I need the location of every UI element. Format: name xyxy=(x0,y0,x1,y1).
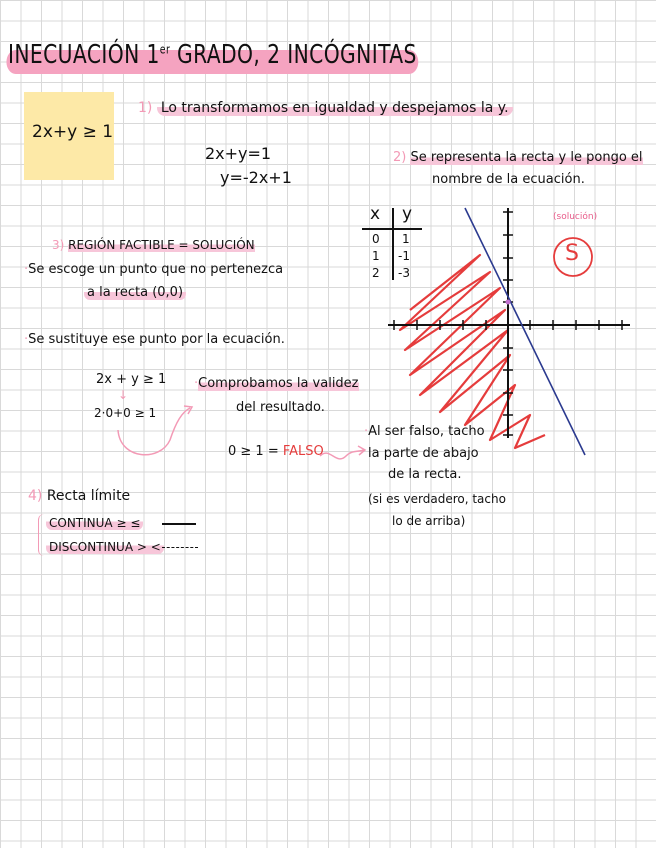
title-rest: GRADO, 2 INCÓGNITAS xyxy=(170,40,417,70)
discontinua-row xyxy=(46,540,164,554)
solid-line-sample xyxy=(162,523,196,525)
step2-number: 2) xyxy=(393,150,407,165)
inequality-graph xyxy=(380,200,640,460)
conclusion-line2: la parte de abajo xyxy=(368,446,479,461)
check-evaluation: 2·0+0 ≥ 1 xyxy=(94,406,157,420)
result-expression: 0 ≥ 1 = xyxy=(228,444,279,459)
conclusion-line1: ·Al ser falso, tacho xyxy=(364,424,485,439)
title-sup: er xyxy=(159,42,171,57)
step2-text: Se representa la recta y le pongo el xyxy=(410,150,643,165)
table-cell: -1 xyxy=(398,249,410,263)
conclusion-line4: (si es verdadero, tacho xyxy=(368,492,506,506)
curved-arrow-icon xyxy=(110,400,200,470)
result-line xyxy=(228,444,324,459)
conclusion-line5: lo de arriba) xyxy=(392,514,466,528)
equation-line1: 2x+y=1 xyxy=(205,144,272,163)
step1-number: 1) xyxy=(138,100,153,116)
check-inequality: 2x + y ≥ 1 xyxy=(96,372,167,387)
step3-line2 xyxy=(84,285,186,300)
table-cell: 2 xyxy=(372,266,380,280)
sticky-equation: 2x+y ≥ 1 xyxy=(32,122,114,142)
step3-number: 3) xyxy=(52,238,65,252)
step4-heading-text: Recta límite xyxy=(46,488,131,504)
continua-row xyxy=(46,516,143,530)
discontinua-label: DISCONTINUA > < xyxy=(46,540,164,554)
red-scribble xyxy=(400,255,545,448)
table-header-x: x xyxy=(370,204,381,224)
step3-line1: ·Se escoge un punto que no pertenezca xyxy=(24,262,284,277)
table-cell: 0 xyxy=(372,232,380,246)
step3-heading-text: REGIÓN FACTIBLE = SOLUCIÓN xyxy=(68,238,255,252)
sticky-note xyxy=(24,92,114,180)
title-main: INECUACIÓN 1 xyxy=(8,40,160,70)
table-header-y: y xyxy=(402,204,413,224)
conclusion-line3: de la recta. xyxy=(388,467,462,482)
step2-line2: nombre de la ecuación. xyxy=(432,172,585,187)
solution-letter: S xyxy=(565,241,579,266)
step3-line2-text: a la recta (0,0) xyxy=(84,285,186,300)
validate-line1-text: Comprobamos la validez xyxy=(198,376,359,391)
step3-heading xyxy=(52,238,255,252)
continua-label: CONTINUA ≥ ≤ xyxy=(46,516,143,530)
substitute-text: ·Se sustituye ese punto por la ecuación. xyxy=(24,332,285,347)
dashed-line-sample xyxy=(162,547,198,548)
step1-text: Lo transformamos en igualdad y despejamos la y. xyxy=(157,100,513,116)
table-cell: -3 xyxy=(398,266,410,280)
step3-line1-text: Se escoge un punto que no pertenezca xyxy=(28,262,284,277)
table-cell: 1 xyxy=(402,232,410,246)
step2-line1 xyxy=(393,150,643,165)
step4-number: 4) xyxy=(28,488,43,504)
down-arrow-icon: ↓ xyxy=(118,388,129,402)
page-title xyxy=(8,40,417,70)
validate-line1: ·Comprobamos la validez xyxy=(194,376,359,391)
table-cell: 1 xyxy=(372,249,380,263)
step1 xyxy=(138,100,513,116)
intercept-point xyxy=(506,300,511,305)
wavy-arrow-icon xyxy=(318,440,368,470)
result-value: FALSO xyxy=(282,444,324,459)
conclusion-line1-text: Al ser falso, tacho xyxy=(368,424,485,439)
solution-label: (solución) xyxy=(553,212,598,222)
step4-heading xyxy=(28,488,130,504)
equation-line2: y=-2x+1 xyxy=(220,168,292,187)
substitute-text-value: Se sustituye ese punto por la ecuación. xyxy=(28,332,285,347)
validate-line2: del resultado. xyxy=(236,400,325,415)
